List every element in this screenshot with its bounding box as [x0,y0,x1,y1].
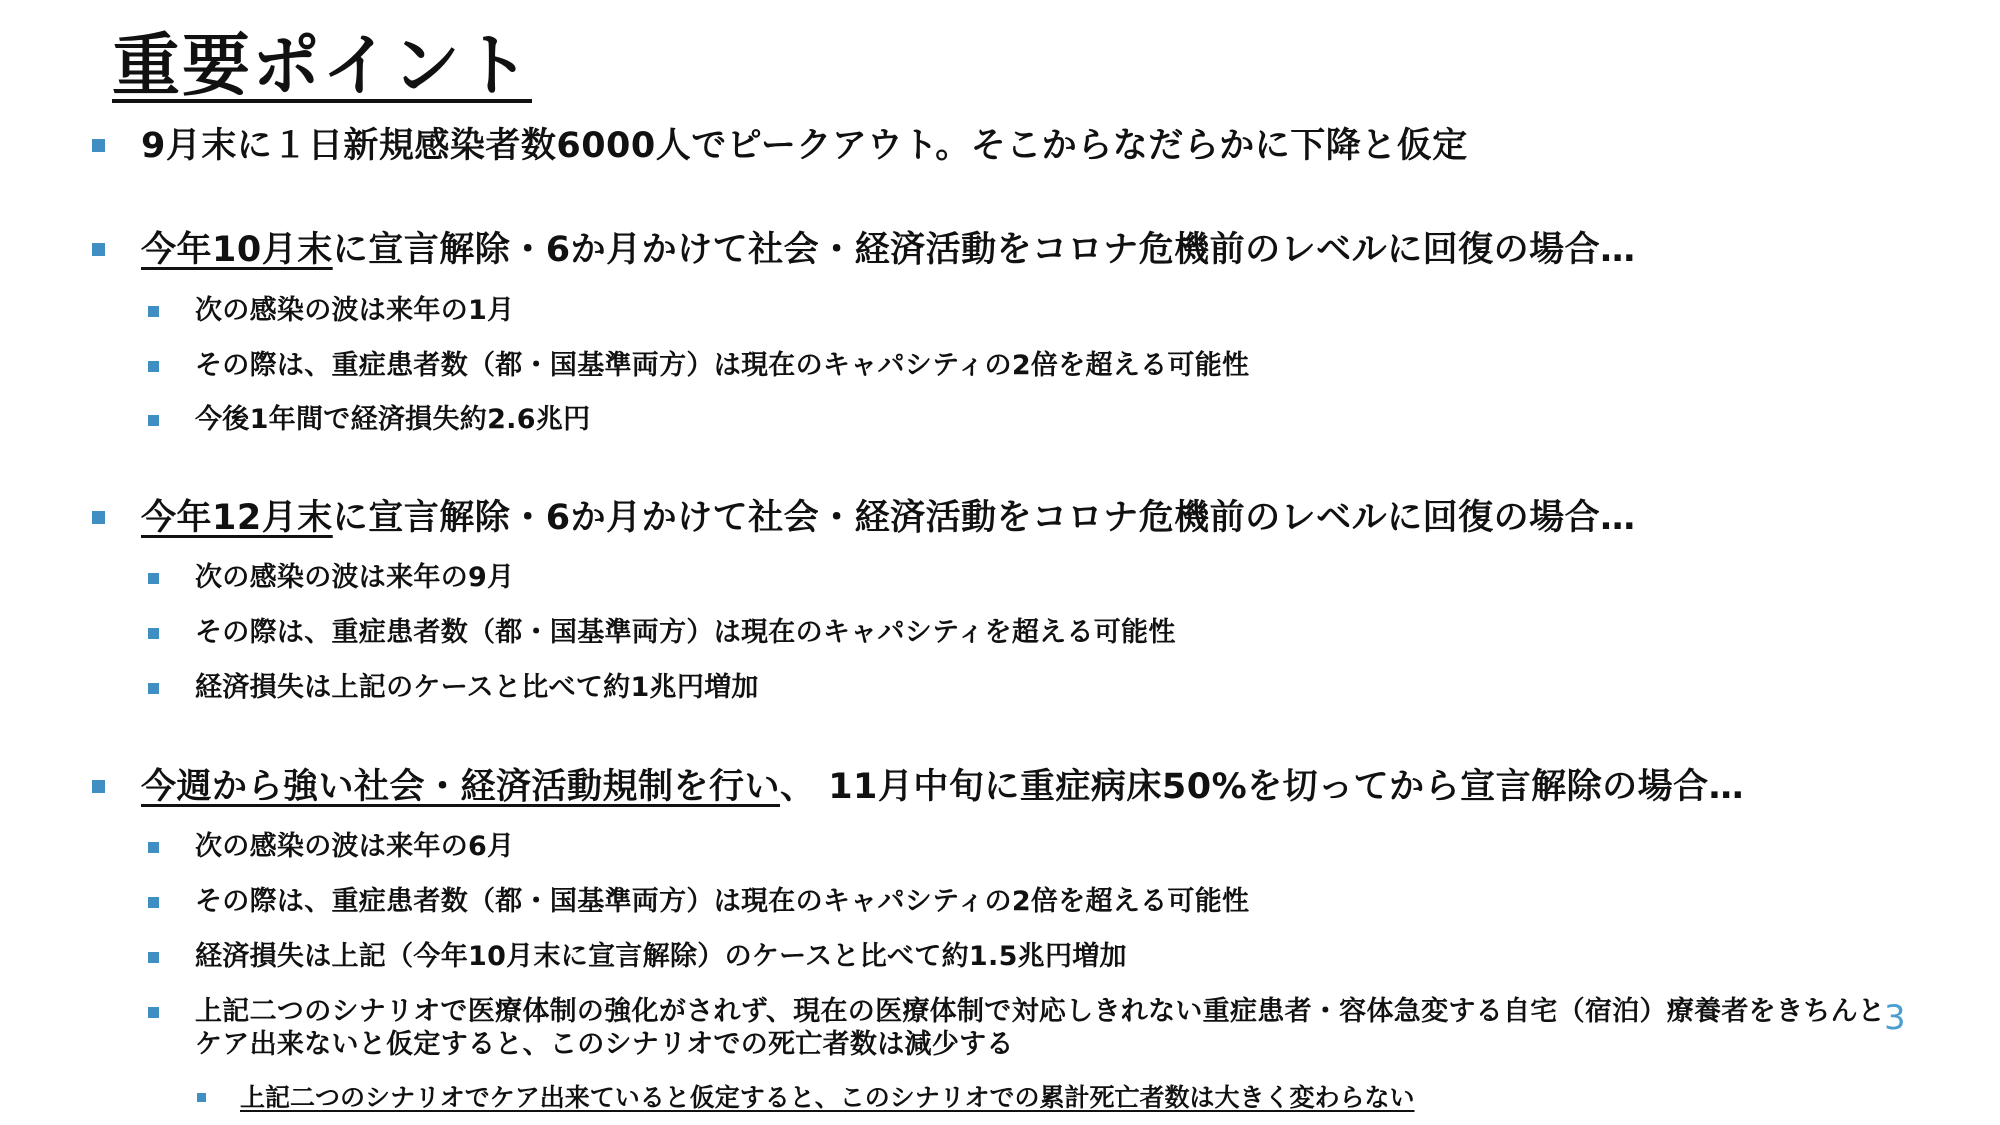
page-number: 3 [1884,998,1906,1038]
sub-text: その際は、重症患者数（都・国基準両方）は現在のキャパシティの2倍を超える可能性 [195,886,1250,917]
scenario-2-sub-1 [195,561,514,595]
bullet-square-icon [148,842,159,853]
scenario-heading-underlined: 今週から強い社会・経済活動規制を行い [141,767,781,807]
scenario-3-sub-2 [195,885,1249,919]
scenario-1-sub-2 [195,349,1249,383]
sub-text: 次の感染の波は来年の6月 [195,831,515,862]
point-peak-out [141,124,1468,168]
point-text: 9月末に１日新規感染者数6000人でピークアウト。そこからなだらかに下降と仮定 [141,126,1468,166]
scenario-1-heading [141,228,1636,272]
sub-text: 経済損失は上記のケースと比べて約1兆円増加 [195,672,759,703]
bullet-square-icon [148,628,159,639]
sub-text: その際は、重症患者数（都・国基準両方）は現在のキャパシティの2倍を超える可能性 [195,350,1250,381]
bullet-square-icon [148,1007,159,1018]
scenario-heading-rest: に宣言解除・6か月かけて社会・経済活動をコロナ危機前のレベルに回復の場合… [332,230,1636,270]
scenario-3-heading [141,765,1744,809]
scenario-1-sub-3 [195,403,590,437]
scenario-heading-rest: に宣言解除・6か月かけて社会・経済活動をコロナ危機前のレベルに回復の場合… [332,498,1636,538]
scenario-2-sub-3 [195,671,759,705]
bullet-square-icon [148,683,159,694]
bullet-square-icon [148,306,159,317]
sub-text: 今後1年間で経済損失約2.6兆円 [195,404,591,435]
bullet-square-icon [148,361,159,372]
bullet-square-icon [92,511,105,524]
sub-text: 次の感染の波は来年の1月 [195,295,515,326]
scenario-heading-underlined: 今年10月末 [141,230,333,270]
scenario-heading-underlined: 今年12月末 [141,498,333,538]
bullet-square-icon [148,952,159,963]
sub-text: 経済損失は上記（今年10月末に宣言解除）のケースと比べて約1.5兆円増加 [195,941,1127,972]
scenario-3-subsub [240,1082,1415,1114]
scenario-heading-rest: 、 11月中旬に重症病床50%を切ってから宣言解除の場合… [780,767,1745,807]
scenario-2-heading [141,496,1636,540]
bullet-square-icon [148,415,159,426]
subsub-text: 上記二つのシナリオでケア出来ていると仮定すると、このシナリオでの累計死亡者数は大きく変わらない [240,1083,1415,1112]
sub-text: 上記二つのシナリオで医療体制の強化がされず、現在の医療体制で対応しきれない重症患者・容体急変する自宅（宿泊）療養者をきちんとケア出来ないと仮定すると、このシナリオでの死亡者数は減少する [195,996,1886,1060]
bullet-square-icon [92,243,105,256]
sub-text: その際は、重症患者数（都・国基準両方）は現在のキャパシティを超える可能性 [195,617,1176,648]
sub-text: 次の感染の波は来年の9月 [195,562,515,593]
scenario-3-sub-4 [195,995,1895,1061]
bullet-square-icon [148,897,159,908]
scenario-3-sub-1 [195,830,514,864]
bullet-square-icon [92,780,105,793]
scenario-1-sub-1 [195,294,514,328]
bullet-square-icon [148,573,159,584]
scenario-2-sub-2 [195,616,1176,650]
bullet-square-icon [197,1093,206,1102]
slide-title: 重要ポイント [112,27,533,106]
scenario-3-sub-3 [195,940,1127,974]
bullet-square-icon [92,139,105,152]
